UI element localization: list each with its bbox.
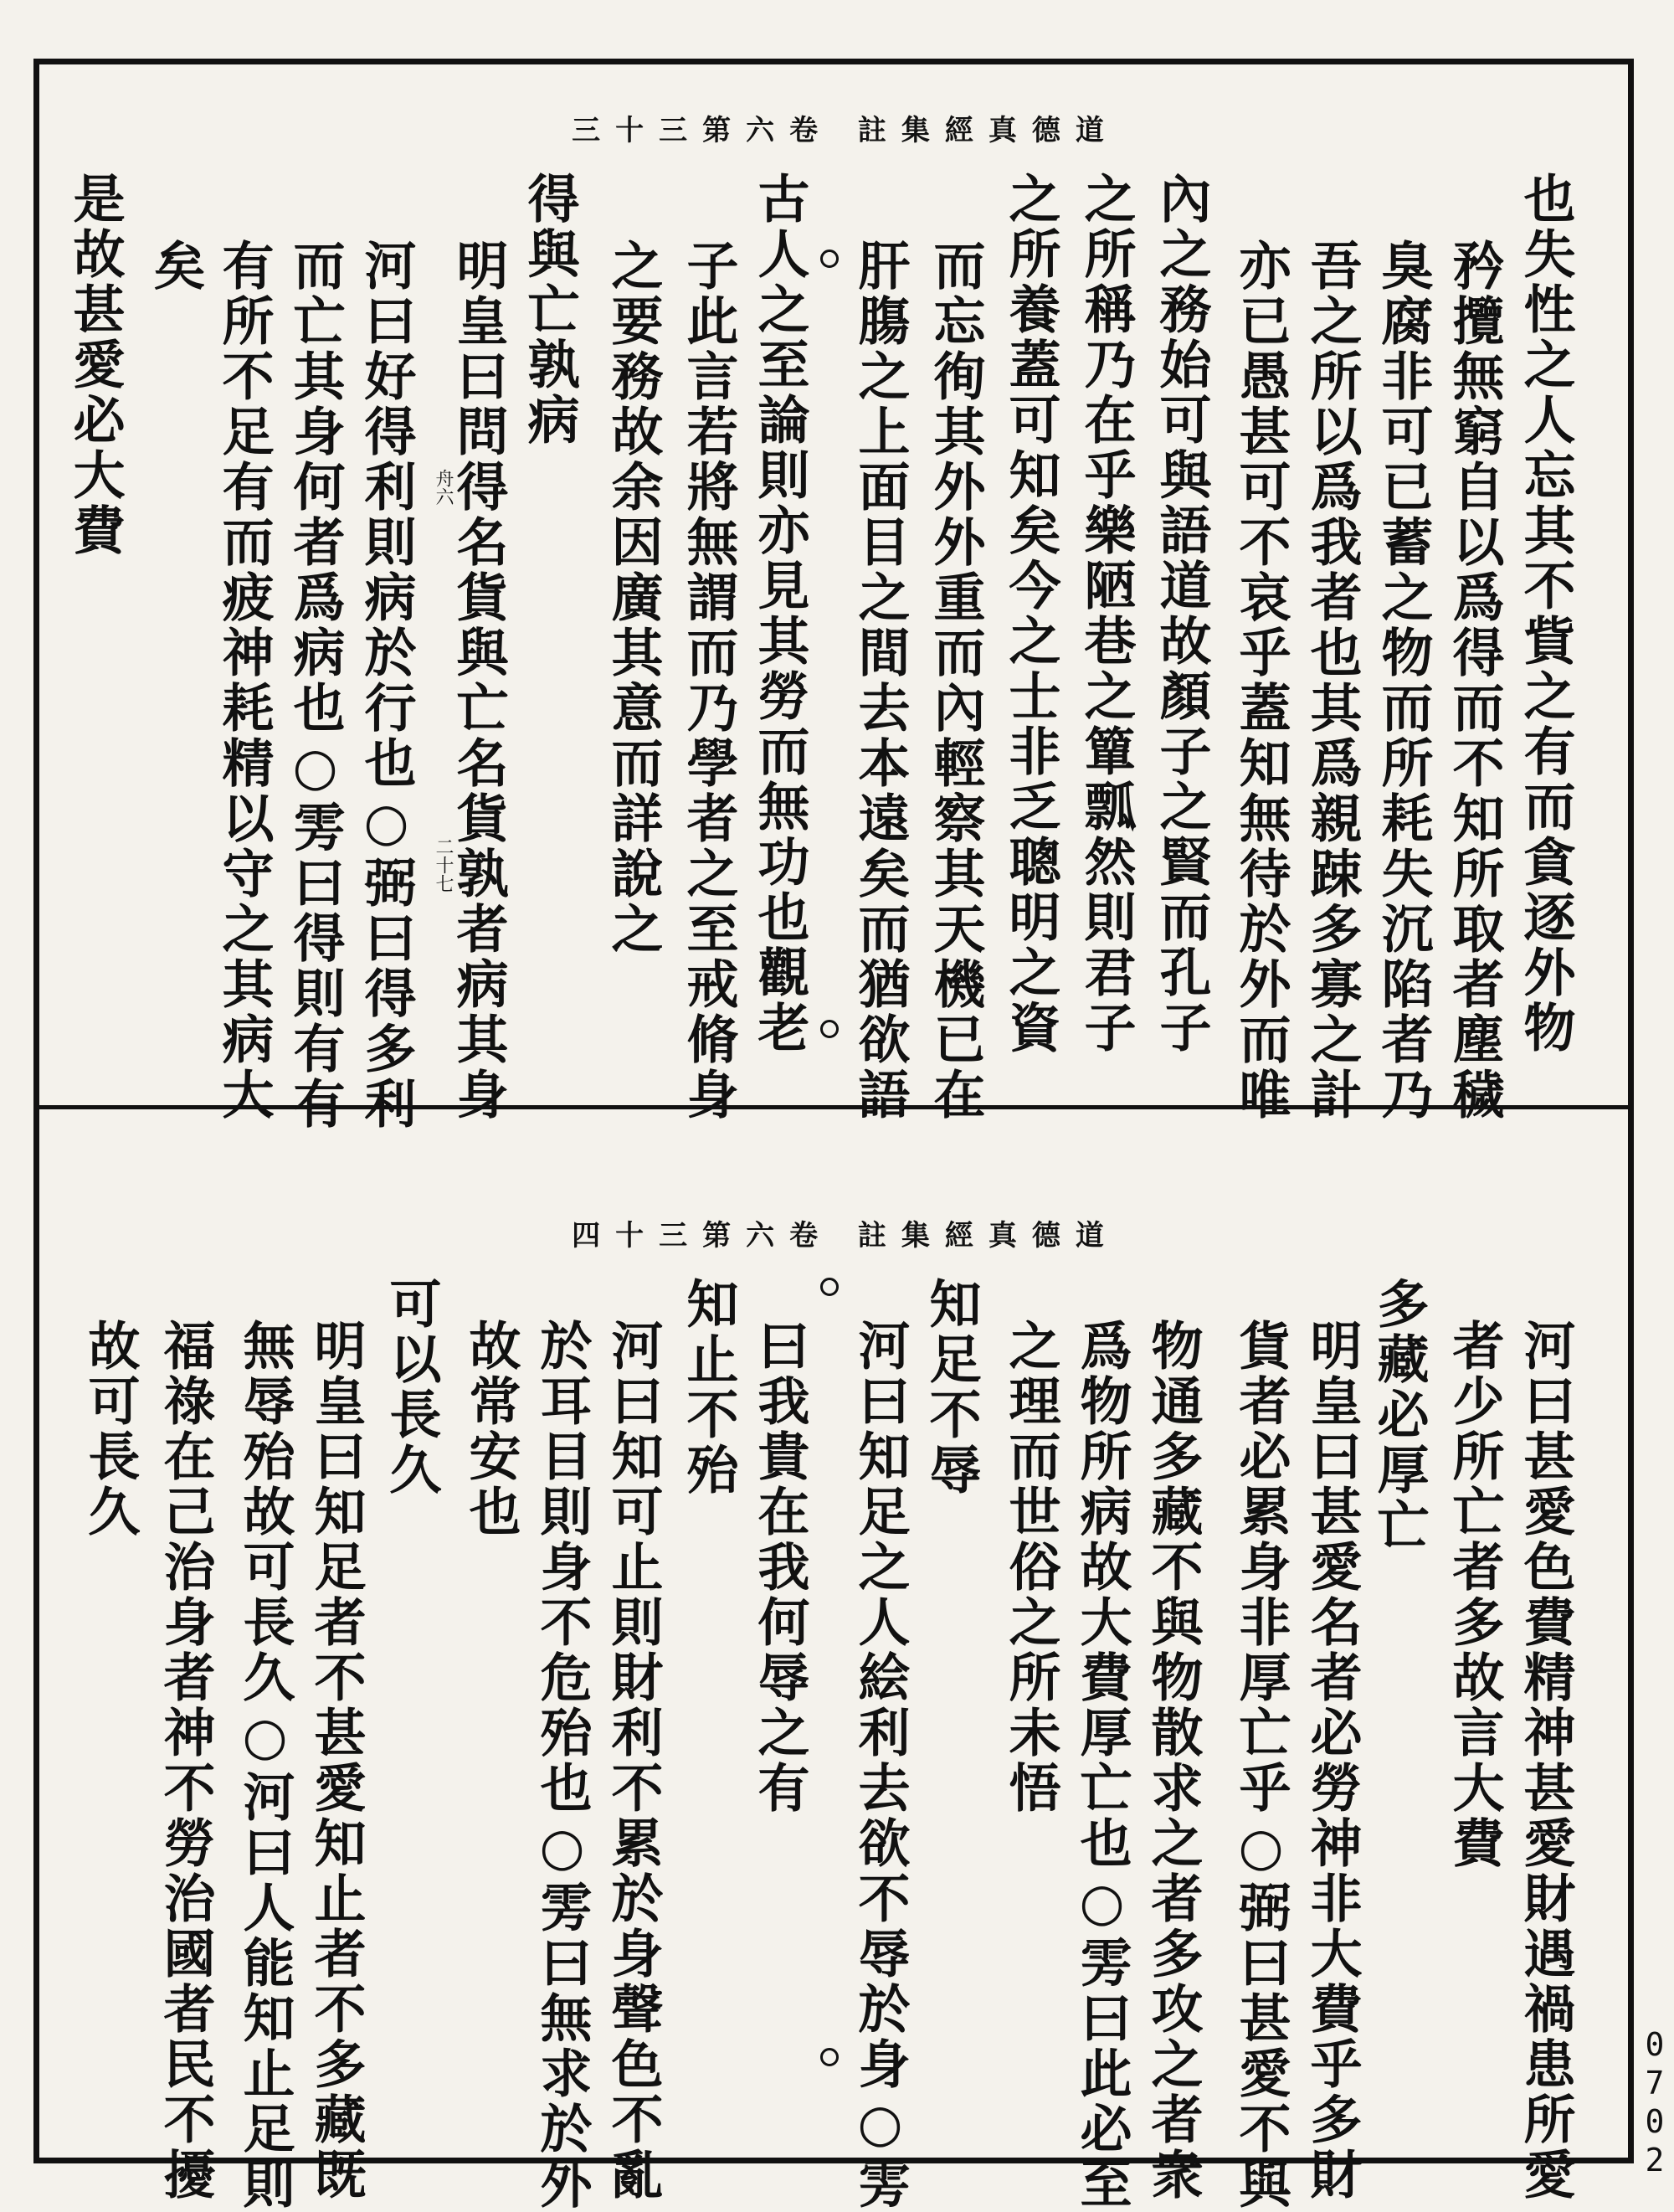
bottom-col-6: 物通多藏不與物散求之者多攻之者衆 — [1143, 1319, 1204, 2203]
bottom-col-12: 知止不殆 — [678, 1277, 739, 1498]
bottom-col-7: 爲物所病故大費厚亡也○雱曰此必至 — [1071, 1319, 1132, 2212]
top-col-2: 矜攬無窮自以爲得而不知所取者塵穢 — [1444, 239, 1505, 1123]
bottom-col-5: 貨者必累身非厚亡乎○弼曰甚愛不與 — [1230, 1319, 1291, 2212]
bottom-col-14: 於耳目則身不危殆也○雱曰無求於外 — [531, 1319, 593, 2212]
top-col-15: 明皇曰問得名貨與亡名貨孰者病其身 — [448, 239, 509, 1123]
top-col-11: 古人之至論則亦見其勞而無功也觀老 — [749, 172, 810, 1056]
top-col-14: 得與亡孰病 — [519, 172, 580, 448]
top-annotation-upper: 舟六 — [433, 469, 454, 506]
bottom-col-19: 福祿在己治身者神不勞治國者民不擾 — [155, 1319, 216, 2203]
top-header: 道德真經集註 卷六第三十三 — [572, 114, 1119, 147]
top-col-7: 之所稱乃在乎樂陋巷之簞瓢然則君子 — [1076, 172, 1137, 1056]
top-col-9: 而忘徇其外外重而內輕察其天機已在 — [925, 239, 986, 1123]
bottom-col-18: 無辱殆故可長久○河曰人能知止足則 — [234, 1319, 295, 2212]
page-number: 0702 — [1635, 2026, 1673, 2180]
top-col-6: 內之務始可與語道故顏子之賢而孔子 — [1151, 172, 1212, 1056]
bottom-col-9: 知足不辱 — [921, 1277, 982, 1498]
bottom-col-15: 故常安也 — [460, 1319, 521, 1540]
bottom-col-2: 者少所亡者多故言大費 — [1444, 1319, 1505, 1871]
top-col-17: 而亡其身何者爲病也○雱曰得則有有 — [285, 239, 346, 1132]
bottom-col-13: 河曰知可止則財利不累於身聲色不亂 — [603, 1319, 664, 2203]
top-annotation-lower: 二十七 — [433, 837, 454, 893]
bottom-col-11: 曰我貴在我何辱之有 — [749, 1319, 810, 1816]
top-col-20: 是故甚愛必大費 — [64, 172, 126, 558]
top-col-1: 也失性之人忘其不貲之有而貪逐外物 — [1515, 172, 1576, 1056]
bottom-col-17: 明皇曰知足者不甚愛知止者不多藏既 — [306, 1319, 367, 2203]
bottom-col-1: 河曰甚愛色費精神甚愛財遇禍患所愛 — [1515, 1319, 1576, 2203]
section-circle — [820, 1278, 839, 1296]
bottom-col-16: 可以長久 — [381, 1277, 442, 1498]
bottom-col-20: 故可長久 — [80, 1319, 141, 1540]
bottom-col-3: 多藏必厚亡 — [1368, 1277, 1430, 1553]
top-col-8: 之所養蓋可知矣今之士非乏聰明之資 — [1000, 172, 1061, 1056]
top-col-18: 有所不足有而疲神耗精以守之其病大 — [213, 239, 275, 1123]
bottom-col-8: 之理而世俗之所未悟 — [1000, 1319, 1061, 1816]
bottom-col-10: 河曰知足之人絵利去欲不辱於身○雱 — [850, 1319, 911, 2212]
top-col-16: 河曰好得利則病於行也○弼曰得多利 — [356, 239, 417, 1132]
section-circle — [820, 2048, 839, 2066]
top-col-4: 吾之所以爲我者也其爲親踈多寡之計 — [1302, 239, 1363, 1123]
section-circle — [820, 249, 839, 268]
top-col-19: 矣 — [145, 239, 206, 294]
bottom-header: 道德真經集註 卷六第三十四 — [572, 1219, 1119, 1253]
bottom-col-4: 明皇曰甚愛名者必勞神非大費乎多財 — [1302, 1319, 1363, 2203]
top-col-12: 子此言若將無謂而乃學者之至戒脩身 — [678, 239, 739, 1123]
top-col-3: 臭腐非可已蓄之物而所耗失沉陷者乃 — [1373, 239, 1434, 1123]
top-col-10: 肝膓之上面目之間去本遠矣而猶欲語 — [850, 239, 911, 1123]
top-col-5: 亦已愚甚可不哀乎蓋知無待於外而唯 — [1230, 239, 1291, 1123]
top-col-13: 之要務故余因廣其意而詳說之 — [603, 239, 664, 957]
section-circle — [820, 1020, 839, 1038]
